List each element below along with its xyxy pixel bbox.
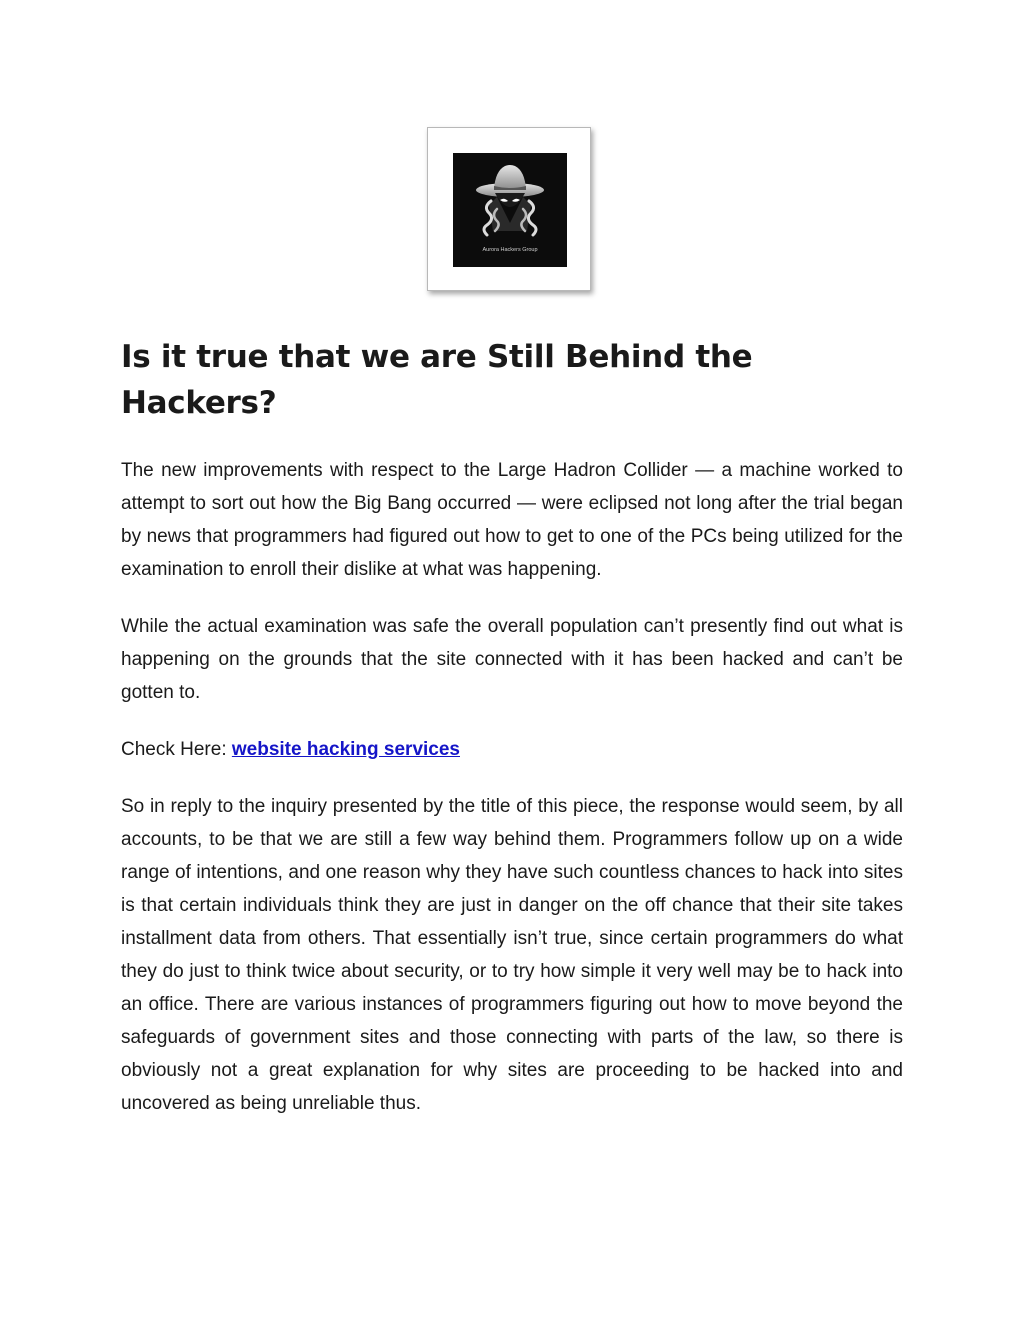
check-here-line xyxy=(121,733,903,766)
paragraph-3: So in reply to the inquiry presented by the title of this piece, the response would seem, by all accounts, to be that we are still a few way behind them. Programmers follow up on a wide range of intentions, and one reason why they have such countless chances to hack into sites is that certain individuals think they are just in danger on the off chance that their site takes installment data from others. That essentially isn’t true, since certain programmers do what they do just to think twice about security, or to try how simple it very well may be to hack into an office. There are various instances of programmers figuring out how to move beyond the safeguards of government sites and those connecting with parts of the law, so there is obviously not a great explanation for why sites are proceeding to be hacked into and uncovered as being unreliable thus. xyxy=(121,796,903,1114)
logo-frame xyxy=(427,127,591,291)
article-title: Is it true that we are Still Behind the Hackers? xyxy=(121,339,753,421)
hooded-hacker-icon xyxy=(453,153,567,267)
check-here-label: Check Here: xyxy=(121,739,232,760)
website-hacking-services-link[interactable]: website hacking services xyxy=(231,739,460,760)
paragraph-2: While the actual examination was safe the overall population can’t presently find out what is happening on the grounds that the site connected with it has been hacked and can’t be gotten to. xyxy=(121,616,903,703)
logo-text: Aurora Hackers Group xyxy=(482,247,538,253)
paragraph-1: The new improvements with respect to the Large Hadron Collider — a machine worked to attempt to sort out how the Big Bang occurred — were eclipsed not long after the trial began by news that programmers had figured out how to get to one of the PCs being utilized for the examination to enroll their dislike at what was happening. xyxy=(121,460,903,580)
article xyxy=(121,334,903,1144)
